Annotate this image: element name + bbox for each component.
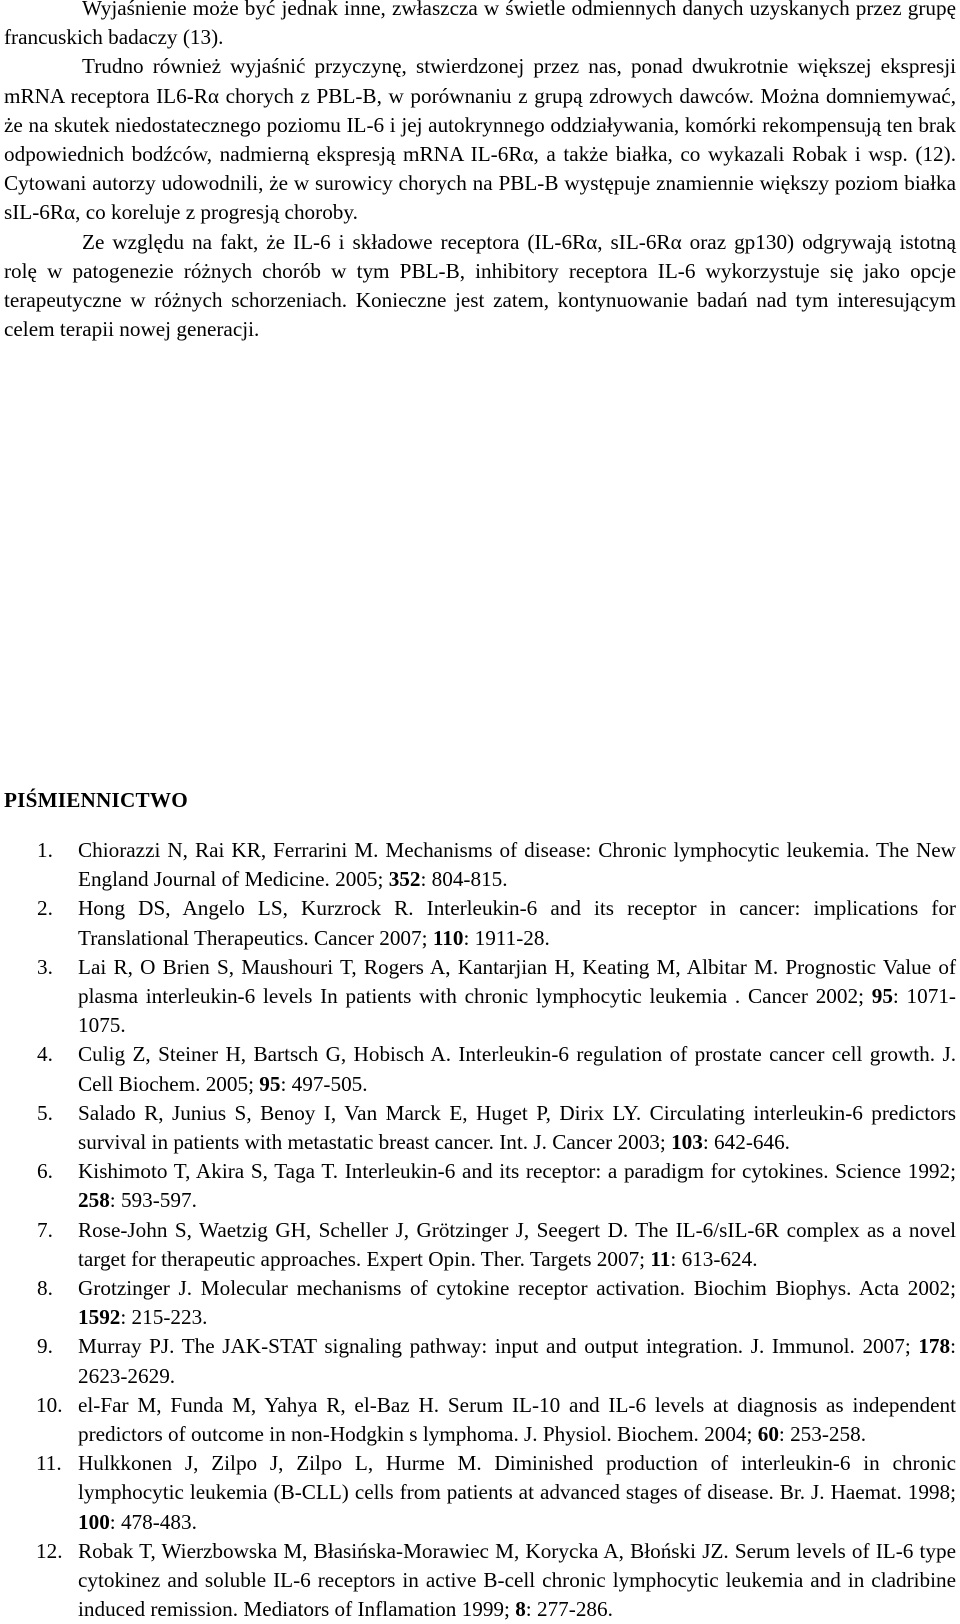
reference-volume: 100 — [78, 1509, 110, 1534]
reference-text: Murray PJ. The JAK-STAT signaling pathway: input and output integration. J. Immunol. 2007; — [78, 1334, 919, 1359]
reference-pages: : 613-624. — [670, 1246, 758, 1271]
reference-volume: 11 — [650, 1246, 671, 1271]
reference-pages: : 215-223. — [120, 1305, 208, 1330]
reference-number: 2. — [37, 896, 53, 921]
reference-text: Culig Z, Steiner H, Bartsch G, Hobisch A. Interleukin-6 regulation of prostate cancer cell growth. J. Cell Biochem. 2005; — [78, 1042, 956, 1096]
reference-volume: 1592 — [78, 1305, 121, 1330]
reference-item — [4, 1391, 956, 1449]
reference-item — [4, 894, 956, 952]
reference-text: Salado R, Junius S, Benoy I, Van Marck E, Huget P, Dirix LY. Circulating interleukin-6 predictors survival in patients with metastatic breast cancer. Int. J. Cancer 2003; — [78, 1100, 956, 1155]
reference-pages: : 277-286. — [525, 1597, 613, 1622]
reference-pages: : 2623-2629. — [78, 1334, 956, 1388]
reference-volume: 110 — [432, 925, 464, 950]
reference-pages: : 478-483. — [109, 1509, 197, 1534]
reference-pages: : 1911-28. — [463, 925, 550, 950]
reference-pages: : 1071-1075. — [78, 984, 956, 1038]
reference-number: 1. — [37, 838, 53, 862]
reference-number: 8. — [37, 1276, 53, 1301]
reference-number: 10. — [36, 1392, 63, 1417]
body-text — [4, 0, 956, 344]
paragraph: Wyjaśnienie może być jednak inne, zwłaszcza w świetle odmiennych danych uzyskanych przez grupę francuskich badaczy (13). — [4, 0, 956, 50]
reference-number: 7. — [37, 1217, 53, 1242]
reference-item — [4, 1332, 956, 1390]
reference-number: 11. — [36, 1451, 62, 1476]
reference-item — [4, 836, 956, 894]
reference-item — [4, 1449, 956, 1537]
reference-item — [4, 1216, 956, 1274]
reference-pages: : 593-597. — [109, 1188, 197, 1213]
reference-text: Rose-John S, Waetzig GH, Scheller J, Grötzinger J, Seegert D. The IL-6/sIL-6R complex as a novel target for therapeutic approaches. Expert Opin. Ther. Targets 2007; — [78, 1217, 956, 1271]
reference-number: 9. — [37, 1334, 53, 1359]
reference-item — [4, 1099, 956, 1157]
reference-text: Grotzinger J. Molecular mechanisms of cytokine receptor activation. Biochim Biophys. Acta 2002; — [78, 1276, 956, 1301]
reference-pages: : 804-815. — [420, 867, 508, 892]
reference-pages: : 642-646. — [702, 1130, 790, 1155]
reference-volume: 103 — [671, 1130, 703, 1155]
reference-text: Kishimoto T, Akira S, Taga T. Interleukin-6 and its receptor: a paradigm for cytokines. Science 1992; — [78, 1159, 956, 1184]
reference-number: 5. — [37, 1100, 53, 1125]
reference-volume: 60 — [757, 1422, 779, 1447]
reference-number: 12. — [36, 1538, 63, 1563]
reference-item — [4, 1040, 956, 1098]
reference-text: Chiorazzi N, Rai KR, Ferrarini M. Mechanisms of disease: Chronic lymphocytic leukemia. The New England Journal of Medicine. 2005; — [78, 838, 956, 892]
references-heading: PIŚMIENNICTWO — [4, 788, 188, 812]
reference-volume: 95 — [259, 1071, 281, 1096]
reference-item — [4, 1537, 956, 1624]
reference-volume: 352 — [388, 867, 421, 892]
reference-number: 6. — [37, 1159, 53, 1184]
reference-text: Robak T, Wierzbowska M, Błasińska-Morawiec M, Korycka A, Błoński JZ. Serum levels of IL-6 type cytokinez and soluble IL-6 receptors in active B-cell chronic lymphocytic leukemia and in cladribine induced remission. Mediators of Inflamation 1999; — [78, 1538, 956, 1622]
reference-item — [4, 1157, 956, 1215]
reference-number: 4. — [37, 1042, 53, 1067]
reference-text: Hulkkonen J, Zilpo J, Zilpo L, Hurme M. Diminished production of interleukin-6 in chronic lymphocytic leukemia (B-CLL) cells from patients at advanced stages of disease. Br. J. Haemat. 1998; — [78, 1451, 956, 1505]
reference-text: Hong DS, Angelo LS, Kurzrock R. Interleukin-6 and its receptor in cancer: implications for Translational Therapeutics. Cancer 2007; — [78, 896, 956, 950]
paragraph: Ze względu na fakt, że IL-6 i składowe receptora (IL-6Rα, sIL-6Rα oraz gp130) odgrywają istotną rolę w patogenezie różnych chorób w tym PBL-B, inhibitory receptora IL-6 wykorzystuje się jako opcje terapeutyczne w różnych schorzeniach. Konieczne jest zatem, kontynuowanie badań nad tym interesującym celem terapii nowej generacji. — [4, 229, 956, 342]
reference-item — [4, 1274, 956, 1332]
reference-volume: 95 — [871, 984, 893, 1009]
reference-volume: 258 — [78, 1188, 110, 1213]
reference-item — [4, 953, 956, 1041]
reference-pages: : 253-258. — [778, 1422, 867, 1447]
reference-volume: 178 — [918, 1334, 951, 1359]
paragraph: Trudno również wyjaśnić przyczynę, stwierdzonej przez nas, ponad dwukrotnie większej ekspresji mRNA receptora IL6-Rα chorych z PBL-B, w porównaniu z grupą zdrowych dawców. Można domniemywać, że na skutek niedostatecznego poziomu IL-6 i jej autokrynnego oddziaływania, komórki rekompensują ten brak odpowiednich bodźców, nadmierną ekspresją mRNA IL-6Rα, a także białka, co wykazali Robak i wsp. (12). Cytowani autorzy udowodnili, że w surowicy chorych na PBL-B występuje znamiennie większy poziom białka sIL-6Rα, co koreluje z progresją choroby. — [4, 54, 956, 225]
reference-pages: : 497-505. — [280, 1071, 368, 1096]
reference-text: Lai R, O Brien S, Maushouri T, Rogers A, Kantarjian H, Keating M, Albitar M. Prognostic Value of plasma interleukin-6 levels In patients with chronic lymphocytic leukemia . Cancer 2002; — [78, 954, 956, 1009]
reference-volume: 8 — [515, 1597, 526, 1622]
reference-number: 3. — [37, 954, 53, 979]
reference-list — [4, 836, 956, 1624]
reference-text: el-Far M, Funda M, Yahya R, el-Baz H. Serum IL-10 and IL-6 levels at diagnosis as independent predictors of outcome in non-Hodgkin s lymphoma. J. Physiol. Biochem. 2004; — [78, 1392, 956, 1447]
